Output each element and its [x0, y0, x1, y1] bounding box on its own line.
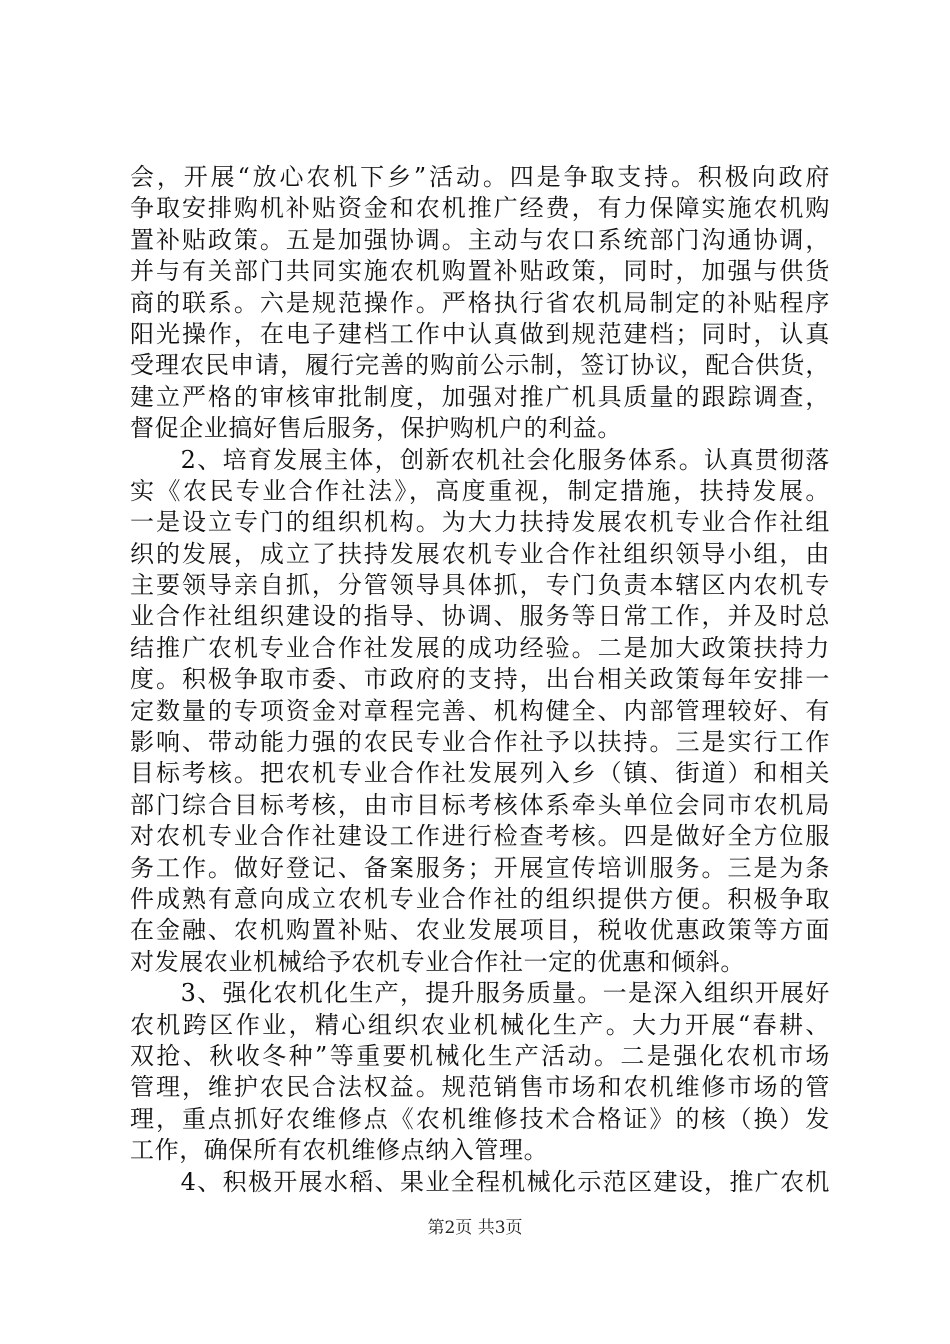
text-line: 督促企业搞好售后服务，保护购机户的利益。	[130, 414, 622, 443]
text-line: 理，重点抓好农维修点《农机维修技术合格证》的核（换）发	[130, 1104, 830, 1133]
text-line: 商的联系。六是规范操作。严格执行省农机局制定的补贴程序	[130, 288, 830, 317]
text-line: 实《农民专业合作社法》，高度重视，制定措施，扶持发展。	[130, 476, 830, 505]
page-footer: 第2页 共3页	[427, 1218, 523, 1238]
text-line: 业合作社组织建设的指导、协调、服务等日常工作，并及时总	[130, 602, 830, 631]
text-line: 目标考核。把农机专业合作社发展列入乡（镇、街道）和相关	[130, 759, 830, 788]
text-line: 一是设立专门的组织机构。为大力扶持发展农机专业合作社组	[130, 508, 830, 537]
text-line: 度。积极争取市委、市政府的支持，出台相关政策每年安排一	[130, 665, 830, 694]
text-line: 工作，确保所有农机维修点纳入管理。	[130, 1136, 549, 1165]
text-line: 织的发展，成立了扶持发展农机专业合作社组织领导小组，由	[130, 539, 830, 568]
text-line: 件成熟有意向成立农机专业合作社的组织提供方便。积极争取	[130, 884, 830, 913]
text-line: 对农机专业合作社建设工作进行检查考核。四是做好全方位服	[130, 822, 830, 851]
text-line: 务工作。做好登记、备案服务；开展宣传培训服务。三是为条	[130, 853, 830, 882]
text-line: 置补贴政策。五是加强协调。主动与农口系统部门沟通协调，	[130, 225, 830, 254]
text-line: 会，开展“放心农机下乡”活动。四是争取支持。积极向政府	[130, 163, 830, 191]
text-line: 3、强化农机化生产，提升服务质量。一是深入组织开展好	[130, 979, 830, 1008]
text-line: 主要领导亲自抓，分管领导具体抓，专门负责本辖区内农机专	[130, 571, 830, 600]
text-line: 定数量的专项资金对章程完善、机构健全、内部管理较好、有	[130, 696, 830, 725]
text-line: 受理农民申请，履行完善的购前公示制，签订协议，配合供货，	[130, 351, 830, 380]
text-line: 建立严格的审核审批制度，加强对推广机具质量的跟踪调查，	[130, 382, 830, 411]
text-line: 阳光操作，在电子建档工作中认真做到规范建档；同时，认真	[130, 319, 830, 348]
text-line: 2、培育发展主体，创新农机社会化服务体系。认真贯彻落	[130, 445, 830, 474]
text-line: 部门综合目标考核，由市目标考核体系牵头单位会同市农机局	[130, 790, 830, 819]
text-line: 4、积极开展水稻、果业全程机械化示范区建设，推广农机	[130, 1167, 830, 1196]
text-line: 影响、带动能力强的农民专业合作社予以扶持。三是实行工作	[130, 728, 830, 757]
text-line: 争取安排购机补贴资金和农机推广经费，有力保障实施农机购	[130, 194, 830, 223]
text-line: 对发展农业机械给予农机专业合作社一定的优惠和倾斜。	[130, 947, 745, 976]
text-line: 农机跨区作业，精心组织农业机械化生产。大力开展“春耕、	[130, 1010, 830, 1039]
text-line: 结推广农机专业合作社发展的成功经验。二是加大政策扶持力	[130, 633, 830, 662]
text-line: 双抢、秋收冬种”等重要机械化生产活动。二是强化农机市场	[130, 1041, 830, 1070]
text-line: 并与有关部门共同实施农机购置补贴政策，同时，加强与供货	[130, 257, 830, 286]
document-body	[130, 162, 830, 1198]
text-line: 在金融、农机购置补贴、农业发展项目，税收优惠政策等方面	[130, 916, 830, 945]
text-line: 管理，维护农民合法权益。规范销售市场和农机维修市场的管	[130, 1073, 830, 1102]
